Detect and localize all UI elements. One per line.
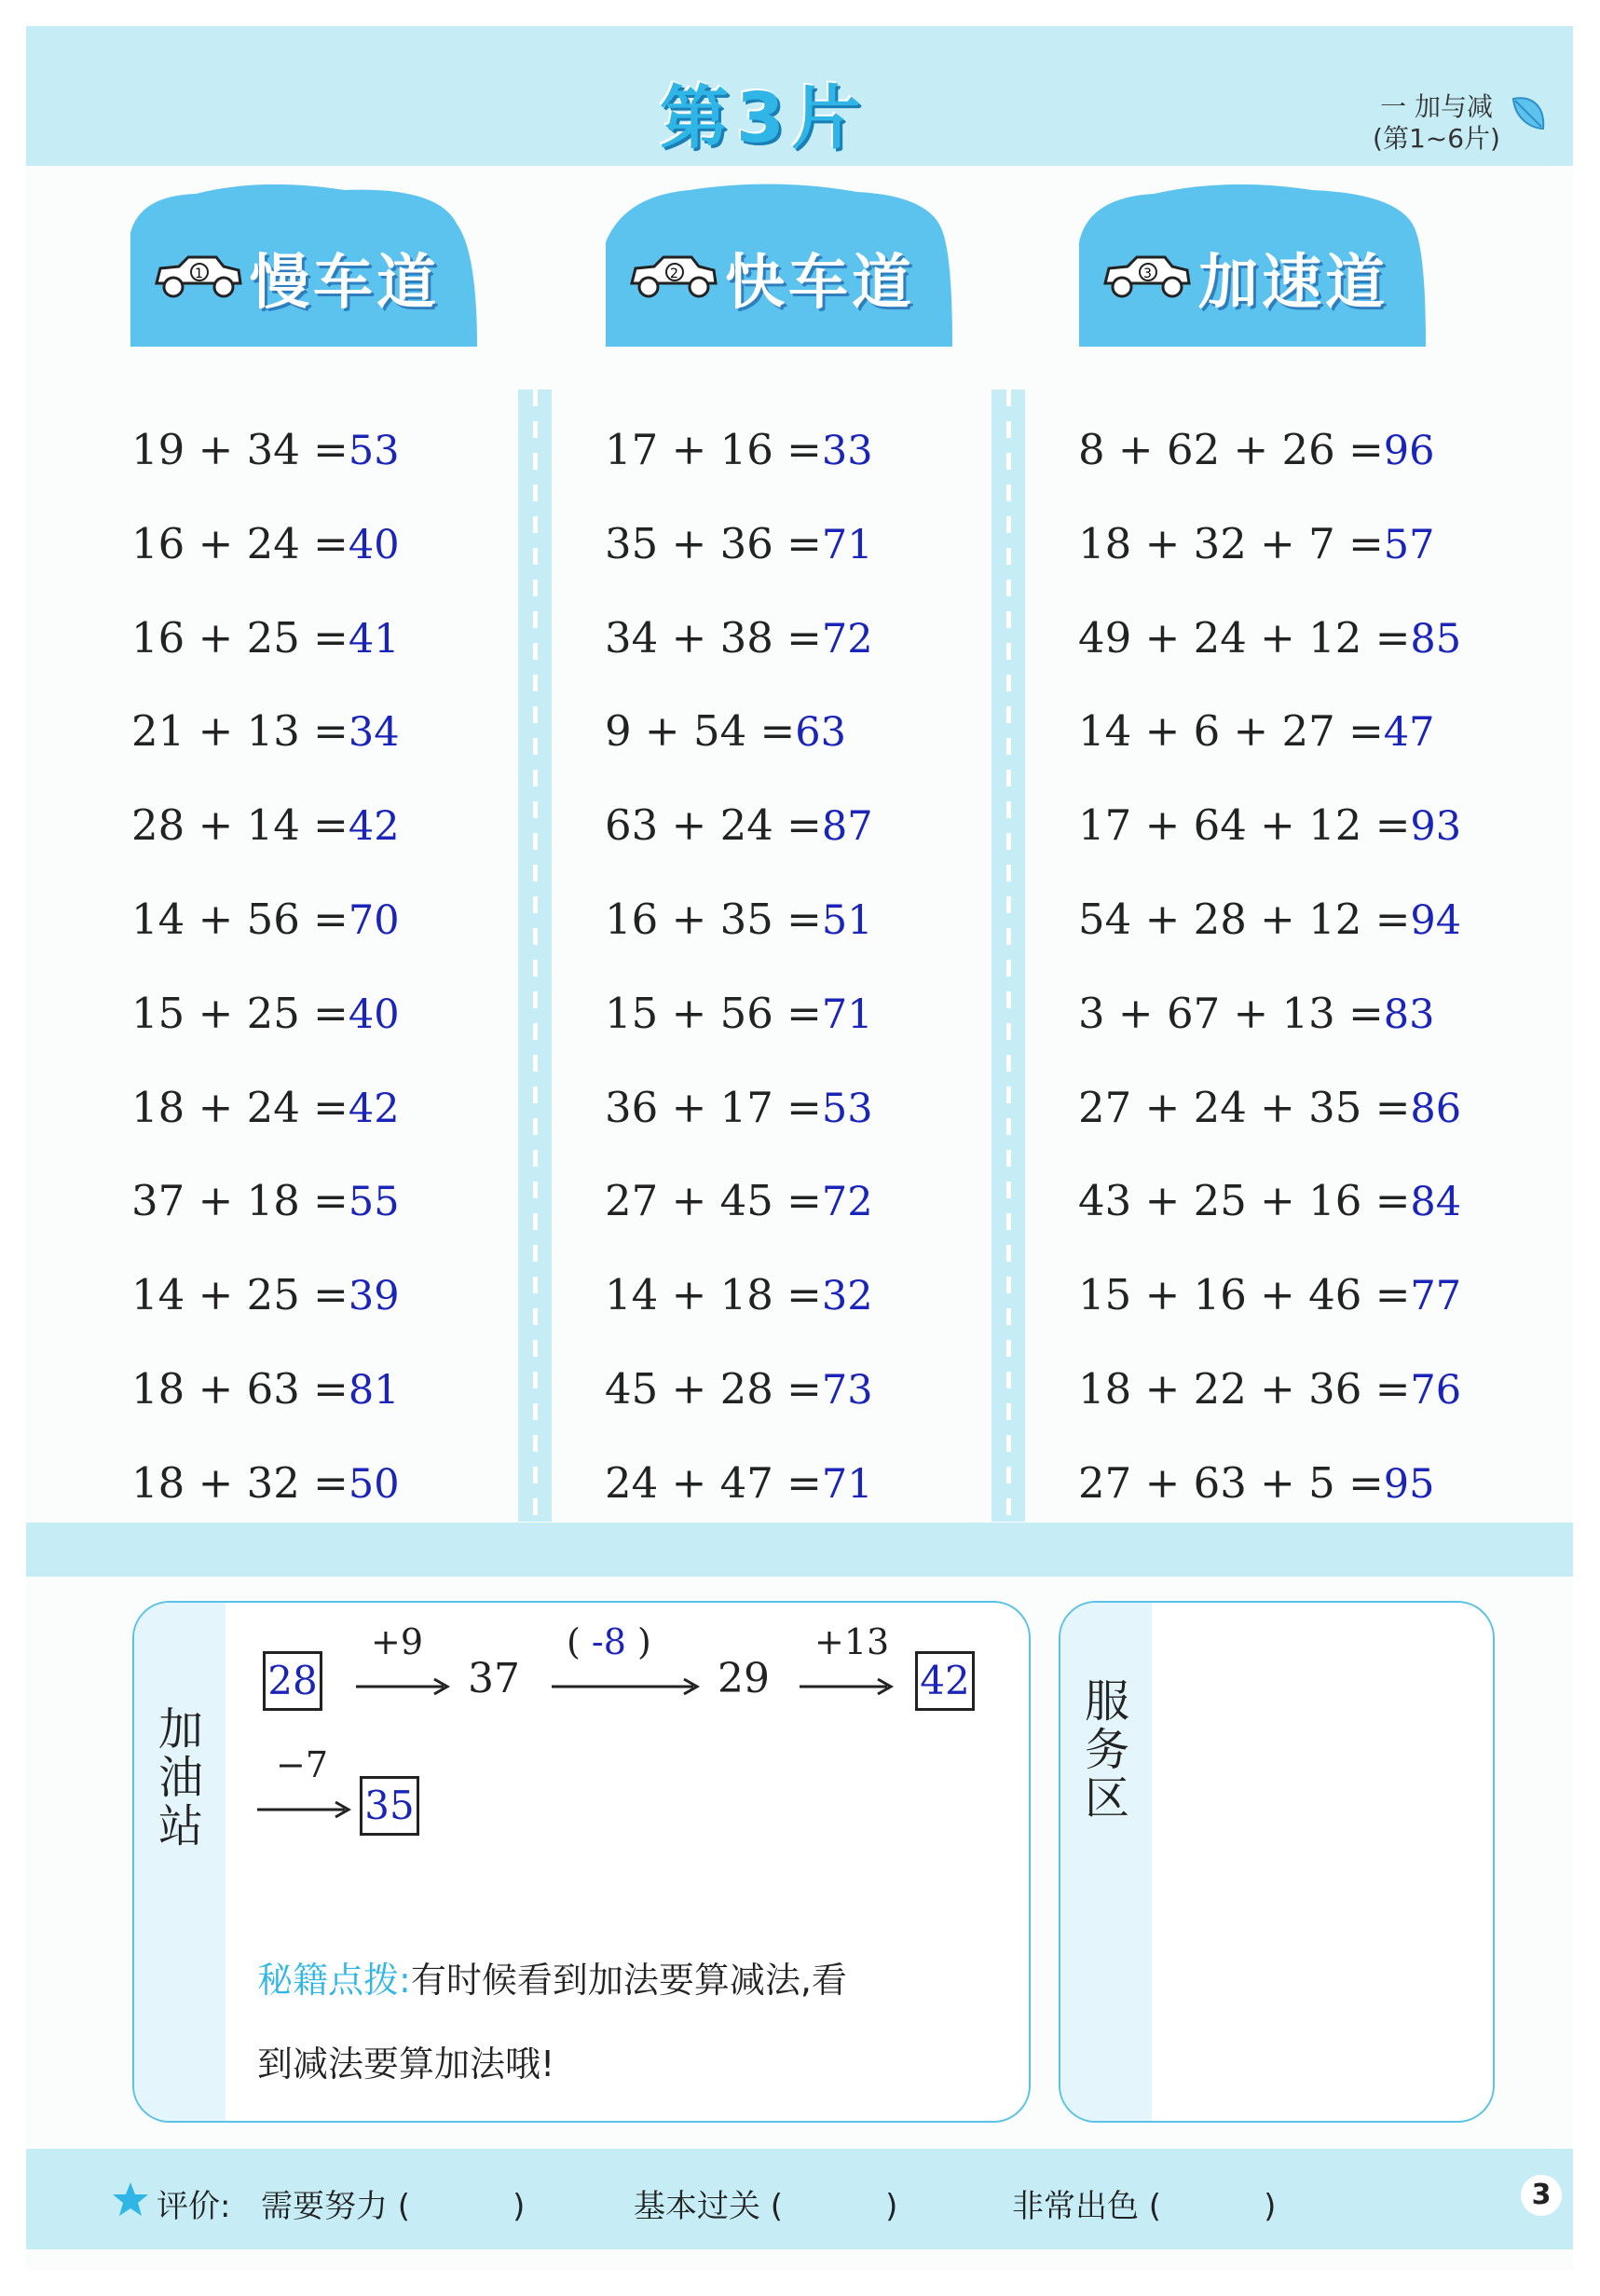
equation-answer: 63 xyxy=(795,709,846,757)
answer-box-final: 35 xyxy=(360,1776,419,1836)
rating-label: 评价: xyxy=(157,2188,231,2225)
lane-tab-slow xyxy=(130,177,477,347)
equation-question: 14 + 6 + 27 = xyxy=(1078,706,1384,757)
equation-row xyxy=(131,1343,400,1437)
equation-question: 14 + 56 = xyxy=(131,894,349,944)
equation-question: 16 + 35 = xyxy=(605,894,822,944)
equation-row xyxy=(1078,403,1461,498)
equation-row xyxy=(131,403,400,498)
unit-label xyxy=(1373,91,1500,155)
gas-station-box xyxy=(132,1601,1031,2123)
equation-question: 15 + 25 = xyxy=(131,988,349,1038)
equation-row xyxy=(605,1249,873,1343)
operation-label: ( -8 ) xyxy=(567,1621,651,1662)
equation-answer: 33 xyxy=(821,428,873,474)
equation-question: 28 + 14 = xyxy=(131,800,349,851)
leaf-icon xyxy=(1506,91,1549,138)
equation-row xyxy=(1078,1343,1461,1437)
equation-answer: 72 xyxy=(821,1179,873,1226)
equation-question: 17 + 16 = xyxy=(605,425,822,474)
equation-answer: 86 xyxy=(1410,1085,1462,1132)
equation-row xyxy=(605,967,873,1061)
equation-question: 36 + 17 = xyxy=(605,1082,822,1132)
page-number: 3 xyxy=(1521,2175,1562,2216)
equation-row xyxy=(605,1343,873,1437)
equation-answer: 42 xyxy=(348,803,400,851)
equation-row xyxy=(1078,1155,1461,1249)
service-area-box xyxy=(1059,1601,1495,2123)
equation-answer: 71 xyxy=(821,991,873,1038)
equation-answer: 81 xyxy=(348,1366,400,1414)
unit-title: 一 加与减 xyxy=(1380,91,1493,122)
equation-question: 49 + 24 + 12 = xyxy=(1078,612,1411,663)
equation-answer: 53 xyxy=(348,428,400,474)
equation-question: 18 + 63 = xyxy=(131,1363,349,1414)
operation-label: +13 xyxy=(814,1621,890,1662)
equation-row xyxy=(605,1155,873,1249)
gas-station-label: 加 油 站 xyxy=(157,1703,203,1852)
gas-station-sidebar xyxy=(134,1603,226,2121)
equation-row xyxy=(605,779,873,873)
worksheet-page xyxy=(26,26,1573,2270)
equation-row xyxy=(1078,685,1461,779)
equation-question: 45 + 28 = xyxy=(605,1363,822,1414)
page-title: 第3片 xyxy=(660,78,868,158)
footer-rating-band xyxy=(26,2149,1573,2249)
equation-column-accelerate xyxy=(1078,403,1461,1531)
lane-label-fast: 快车道 xyxy=(725,249,915,318)
equation-row xyxy=(605,1437,873,1531)
equation-answer: 42 xyxy=(348,1085,400,1132)
equation-answer: 77 xyxy=(1410,1273,1462,1320)
equation-answer: 55 xyxy=(348,1179,400,1226)
equation-row xyxy=(1078,873,1461,967)
equation-question: 21 + 13 = xyxy=(131,706,349,757)
equation-column-fast xyxy=(605,403,873,1531)
equation-row xyxy=(131,592,400,686)
equation-question: 18 + 32 + 7 = xyxy=(1078,518,1384,568)
equation-question: 37 + 18 = xyxy=(131,1176,349,1226)
equation-question: 19 + 34 = xyxy=(131,425,349,474)
equation-answer: 47 xyxy=(1383,709,1435,757)
svg-text:3: 3 xyxy=(1143,266,1152,281)
lane-tab-accelerate xyxy=(1079,177,1426,347)
equation-row xyxy=(1078,967,1461,1061)
equation-answer: 50 xyxy=(348,1460,400,1508)
equation-answer: 71 xyxy=(821,521,873,568)
unit-range: (第1~6片) xyxy=(1373,123,1500,154)
equation-question: 14 + 25 = xyxy=(131,1270,349,1320)
lane-label-accelerate: 加速道 xyxy=(1198,249,1388,318)
equation-question: 35 + 36 = xyxy=(605,518,822,568)
equation-answer: 34 xyxy=(348,709,400,757)
equation-question: 24 + 47 = xyxy=(605,1457,822,1508)
equation-question: 16 + 25 = xyxy=(131,612,349,663)
equation-answer: 85 xyxy=(1410,615,1462,663)
equation-row xyxy=(605,873,873,967)
equation-column-slow xyxy=(131,403,400,1531)
equation-row xyxy=(131,685,400,779)
equation-answer: 57 xyxy=(1383,521,1435,568)
equation-answer: 87 xyxy=(821,803,873,851)
equation-row xyxy=(131,1061,400,1155)
equation-question: 17 + 64 + 12 = xyxy=(1078,800,1411,851)
race-car-icon xyxy=(626,250,719,300)
equation-row xyxy=(605,592,873,686)
equation-question: 27 + 45 = xyxy=(605,1176,822,1226)
equation-question: 63 + 24 = xyxy=(605,800,822,851)
equation-answer: 72 xyxy=(821,615,873,663)
answer-box-result: 42 xyxy=(915,1651,975,1711)
equation-row xyxy=(1078,1437,1461,1531)
rating-option-pass[interactable]: 基本过关 ( ) xyxy=(634,2188,898,2225)
svg-text:1: 1 xyxy=(195,266,203,281)
equation-answer: 51 xyxy=(821,896,873,944)
equation-row xyxy=(131,498,400,592)
equation-question: 15 + 16 + 46 = xyxy=(1078,1270,1411,1320)
operation-label: −7 xyxy=(276,1744,329,1785)
equation-row xyxy=(131,779,400,873)
equation-answer: 40 xyxy=(348,991,400,1038)
equation-question: 34 + 38 = xyxy=(605,612,822,663)
lane-tab-fast xyxy=(606,177,952,347)
tip-text: 秘籍点拨:有时候看到加法要算减法,看 到减法要算加法哦! xyxy=(257,1960,847,2084)
equation-answer: 71 xyxy=(821,1460,873,1508)
equation-question: 54 + 28 + 12 = xyxy=(1078,894,1411,944)
middle-band xyxy=(26,1523,1573,1577)
equation-answer: 95 xyxy=(1383,1460,1435,1508)
equation-answer: 40 xyxy=(348,521,400,568)
equation-question: 3 + 67 + 13 = xyxy=(1078,988,1384,1038)
star-icon xyxy=(112,2180,149,2218)
equation-answer: 41 xyxy=(348,615,400,663)
rating-option-excellent[interactable]: 非常出色 ( ) xyxy=(1012,2188,1277,2225)
chain-value: 37 xyxy=(468,1655,520,1702)
equation-row xyxy=(131,1437,400,1531)
equation-answer: 93 xyxy=(1410,803,1462,851)
equation-row xyxy=(1078,498,1461,592)
equation-answer: 70 xyxy=(348,896,400,944)
operation-label: +9 xyxy=(371,1621,424,1662)
arrow-right-icon xyxy=(255,1798,352,1821)
equation-question: 9 + 54 = xyxy=(605,706,796,757)
equation-answer: 94 xyxy=(1410,896,1462,944)
equation-row xyxy=(131,1155,400,1249)
arrow-right-icon xyxy=(798,1675,895,1698)
equation-row xyxy=(1078,1061,1461,1155)
equation-question: 18 + 22 + 36 = xyxy=(1078,1363,1411,1414)
equation-question: 27 + 24 + 35 = xyxy=(1078,1082,1411,1132)
equation-row xyxy=(605,403,873,498)
equation-row xyxy=(1078,592,1461,686)
equation-answer: 96 xyxy=(1383,428,1435,474)
race-car-icon xyxy=(151,250,244,300)
equation-question: 16 + 24 = xyxy=(131,518,349,568)
lane-label-slow: 慢车道 xyxy=(250,249,440,318)
equation-row xyxy=(131,967,400,1061)
svg-text:2: 2 xyxy=(670,266,678,281)
equation-answer: 84 xyxy=(1410,1179,1462,1226)
arrow-right-icon xyxy=(354,1675,451,1698)
equation-row xyxy=(131,1249,400,1343)
equation-answer: 76 xyxy=(1410,1366,1462,1414)
equation-question: 15 + 56 = xyxy=(605,988,822,1038)
answer-box-start: 28 xyxy=(263,1651,322,1711)
tip-heading: 秘籍点拨: xyxy=(257,1960,411,2001)
equation-answer: 83 xyxy=(1383,991,1435,1038)
equation-row xyxy=(1078,1249,1461,1343)
equation-question: 14 + 18 = xyxy=(605,1270,822,1320)
rating-option-needs-effort[interactable]: 需要努力 ( ) xyxy=(261,2188,526,2225)
lane-divider xyxy=(518,390,552,1522)
equation-row xyxy=(1078,779,1461,873)
header-band xyxy=(26,26,1573,166)
equation-answer: 39 xyxy=(348,1273,400,1320)
equation-question: 27 + 63 + 5 = xyxy=(1078,1457,1384,1508)
service-area-label: 服 务 区 xyxy=(1084,1675,1129,1824)
equation-question: 43 + 25 + 16 = xyxy=(1078,1176,1411,1226)
equation-answer: 73 xyxy=(821,1366,873,1414)
equation-question: 8 + 62 + 26 = xyxy=(1078,425,1384,474)
lane-divider xyxy=(991,390,1025,1522)
equation-row xyxy=(605,498,873,592)
chain-value: 29 xyxy=(718,1655,770,1702)
race-car-icon xyxy=(1100,250,1193,300)
arrow-right-icon xyxy=(550,1675,701,1698)
equation-question: 18 + 24 = xyxy=(131,1082,349,1132)
equation-answer: 32 xyxy=(821,1273,873,1320)
equation-row xyxy=(131,873,400,967)
equation-answer: 53 xyxy=(821,1085,873,1132)
equation-question: 18 + 32 = xyxy=(131,1457,349,1508)
equation-row xyxy=(605,685,873,779)
equation-row xyxy=(605,1061,873,1155)
